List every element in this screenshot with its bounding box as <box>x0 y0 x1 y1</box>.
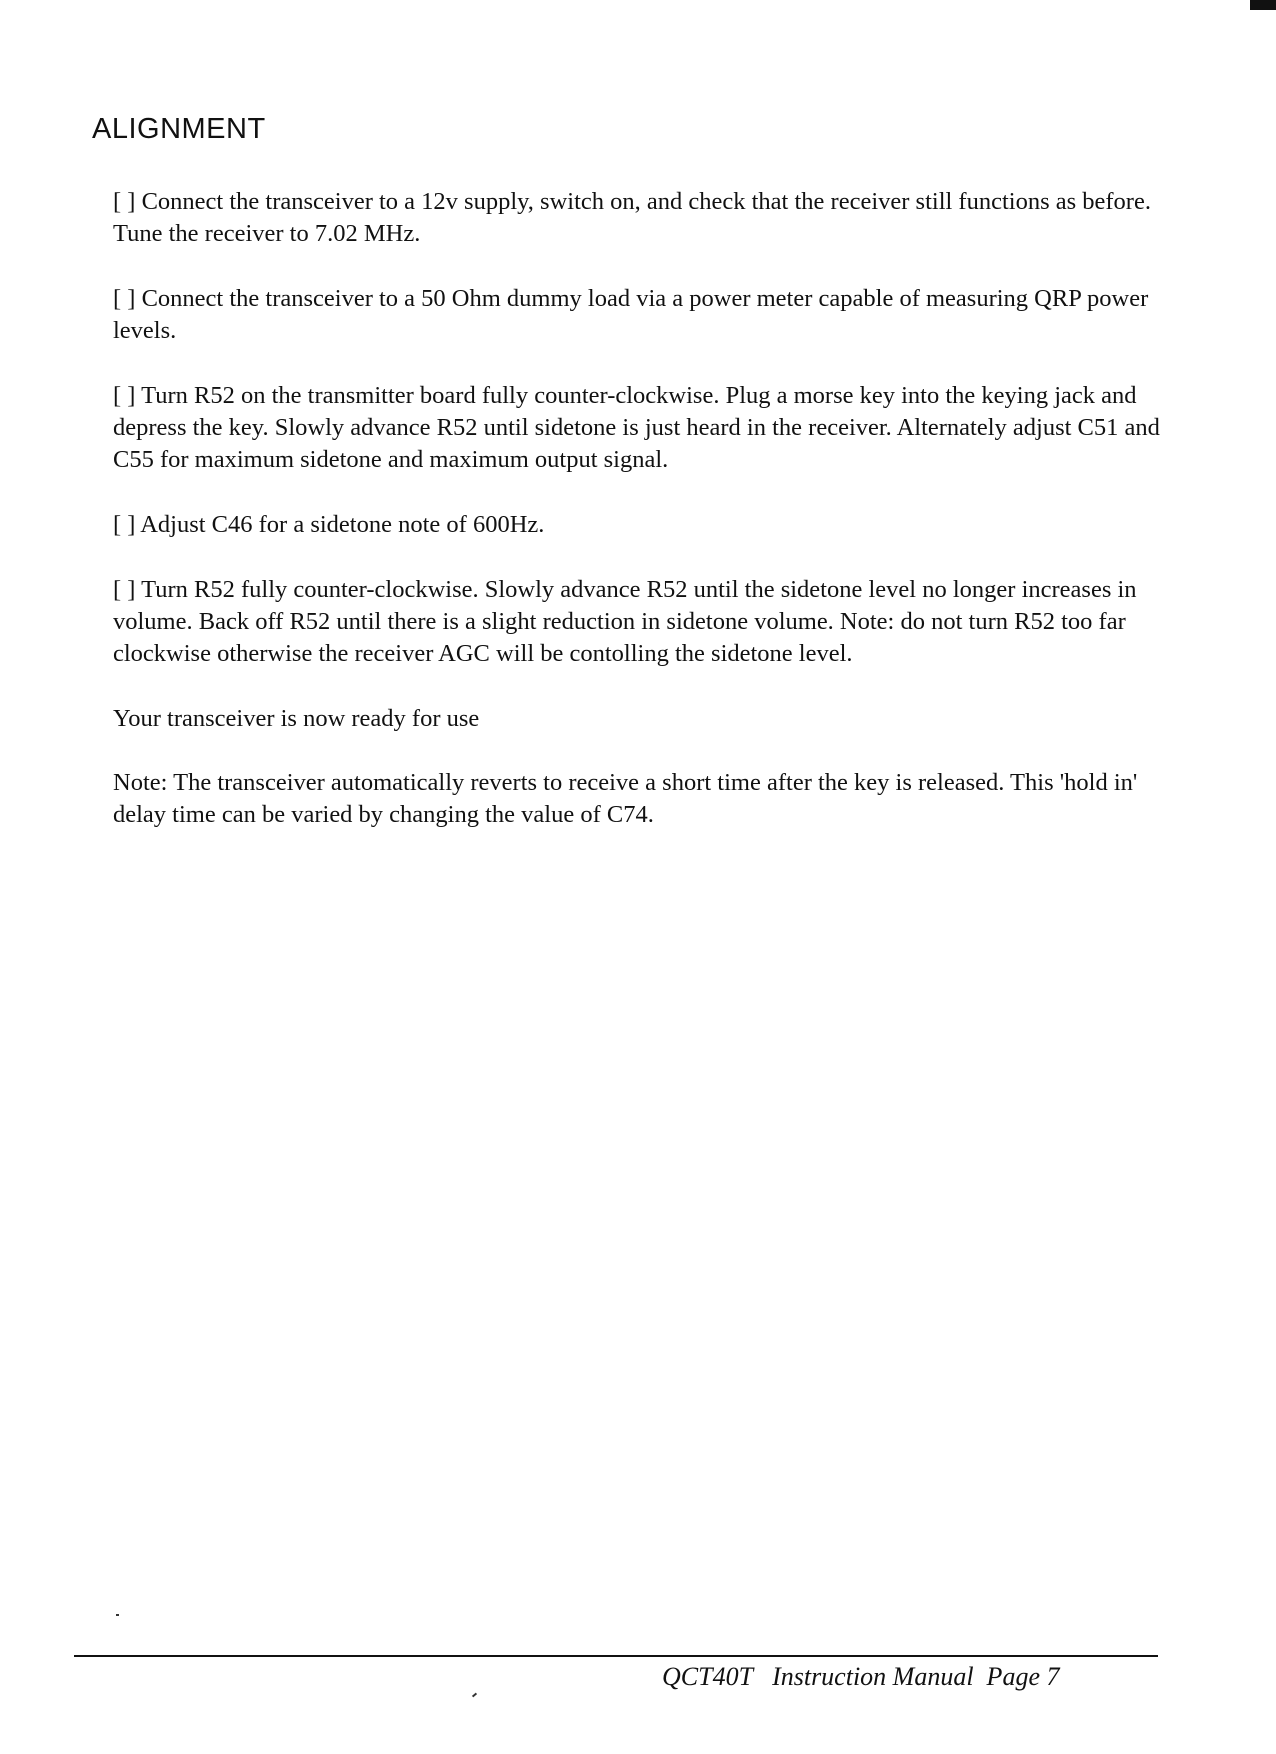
scan-speck <box>472 1693 477 1698</box>
ready-statement: Your transceiver is now ready for use <box>113 705 480 732</box>
scan-corner-mark <box>1250 0 1276 10</box>
page-footer: QCT40T Instruction Manual Page 7 <box>662 1662 1060 1691</box>
scan-speck <box>116 1614 119 1616</box>
alignment-step-5: [ ] Turn R52 fully counter-clockwise. Slowly advance R52 until the sidetone level no longer increases in volume. Back off R52 until there is a slight reduction in sidetone volume. Note: do not turn R52 too far clockwise otherwise the receiver AGC will be contolling the sidetone level. <box>113 576 1137 667</box>
footer-rule <box>74 1655 1158 1657</box>
hold-in-note: Note: The transceiver automatically reverts to receive a short time after the key is released. This 'hold in' delay time can be varied by changing the value of C74. <box>113 769 1138 828</box>
alignment-step-4: [ ] Adjust C46 for a sidetone note of 600Hz. <box>113 511 545 538</box>
alignment-step-1: [ ] Connect the transceiver to a 12v supply, switch on, and check that the receiver still functions as before. Tune the receiver to 7.02 MHz. <box>113 188 1151 247</box>
section-heading: ALIGNMENT <box>92 113 266 145</box>
alignment-step-3: [ ] Turn R52 on the transmitter board fully counter-clockwise. Plug a morse key into the keying jack and depress the key. Slowly advance R52 until sidetone is just heard in the receiver. Alternately adjust C51 and C55 for maximum sidetone and maximum output signal. <box>113 382 1160 473</box>
alignment-step-2: [ ] Connect the transceiver to a 50 Ohm dummy load via a power meter capable of measuring QRP power levels. <box>113 285 1149 344</box>
